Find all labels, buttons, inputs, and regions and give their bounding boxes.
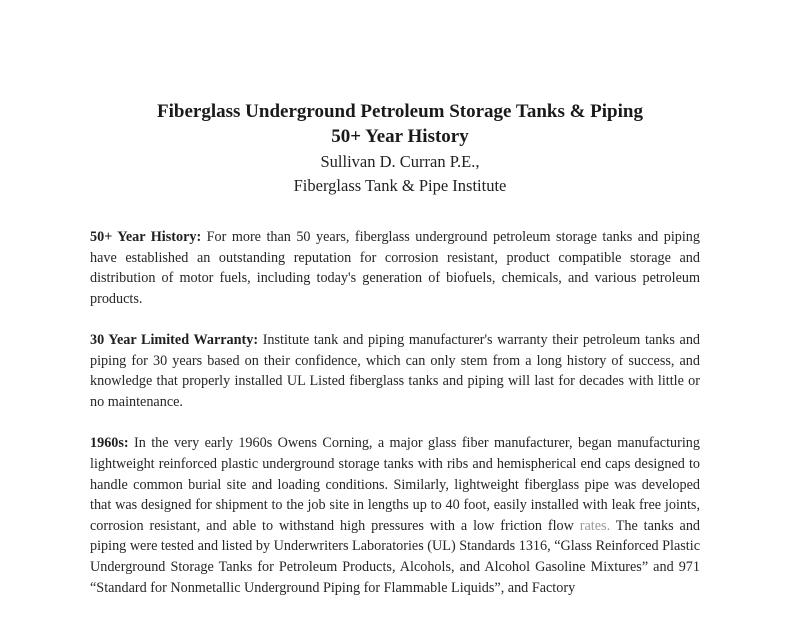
paragraph-text: For more than 50 years, fiberglass underground petroleum storage tanks and piping have established an outstanding reputation for corrosion resistant, product compatible storage and distribution of motor fuels, including today's generation of biofuels, chemicals, and various petroleum products. — [90, 229, 700, 307]
paragraph-text: Institute tank and piping manufacturer's warranty their petroleum tanks and piping for 30 years based on their confidence, which can only stem from a long history of success, and knowledge that properly installed UL Listed fiberglass tanks and piping will last for decades with little or no maintenance. — [90, 332, 701, 410]
faint-text: rates. — [579, 517, 611, 534]
paragraph-1960s — [90, 433, 700, 598]
author-organization: Fiberglass Tank & Pipe Institute — [293, 176, 507, 195]
paragraph-history — [90, 227, 700, 309]
paragraph-lead: 1960s: — [90, 435, 129, 452]
paragraph-text-continued: The tanks and piping were tested and listed by Underwriters Laboratories (UL) Standards 1316, “Glass Reinforced Plastic Underground Storage Tanks for Petroleum Products, Alcohols, and Alcohol Gasoline Mixtures” and 971 “Standard for Nonmetallic Underground Piping for Flammable Liquids”, and Factory — [90, 517, 701, 596]
paragraph-text: In the very early 1960s Owens Corning, a major glass fiber manufacturer, began manufacturing lightweight reinforced plastic underground storage tanks with ribs and hemispherical end caps designed to handle common burial site and loading conditions. Similarly, lightweight fiberglass pipe was developed that was designed for shipment to the job site in lengths up to 40 foot, easily installed with leak free joints, corrosion resistant, and able to withstand high pressures with a low friction flow — [90, 435, 700, 534]
paragraph-lead: 30 Year Limited Warranty: — [90, 332, 259, 349]
paragraph-lead: 50+ Year History: — [90, 229, 202, 245]
document-subtitle: 50+ Year History — [331, 126, 469, 147]
document-title: Fiberglass Underground Petroleum Storage Tanks & Piping — [157, 101, 643, 122]
document-body — [90, 227, 700, 618]
paragraph-warranty — [90, 330, 700, 412]
author-name: Sullivan D. Curran P.E., — [320, 152, 480, 171]
document-header — [0, 100, 800, 198]
